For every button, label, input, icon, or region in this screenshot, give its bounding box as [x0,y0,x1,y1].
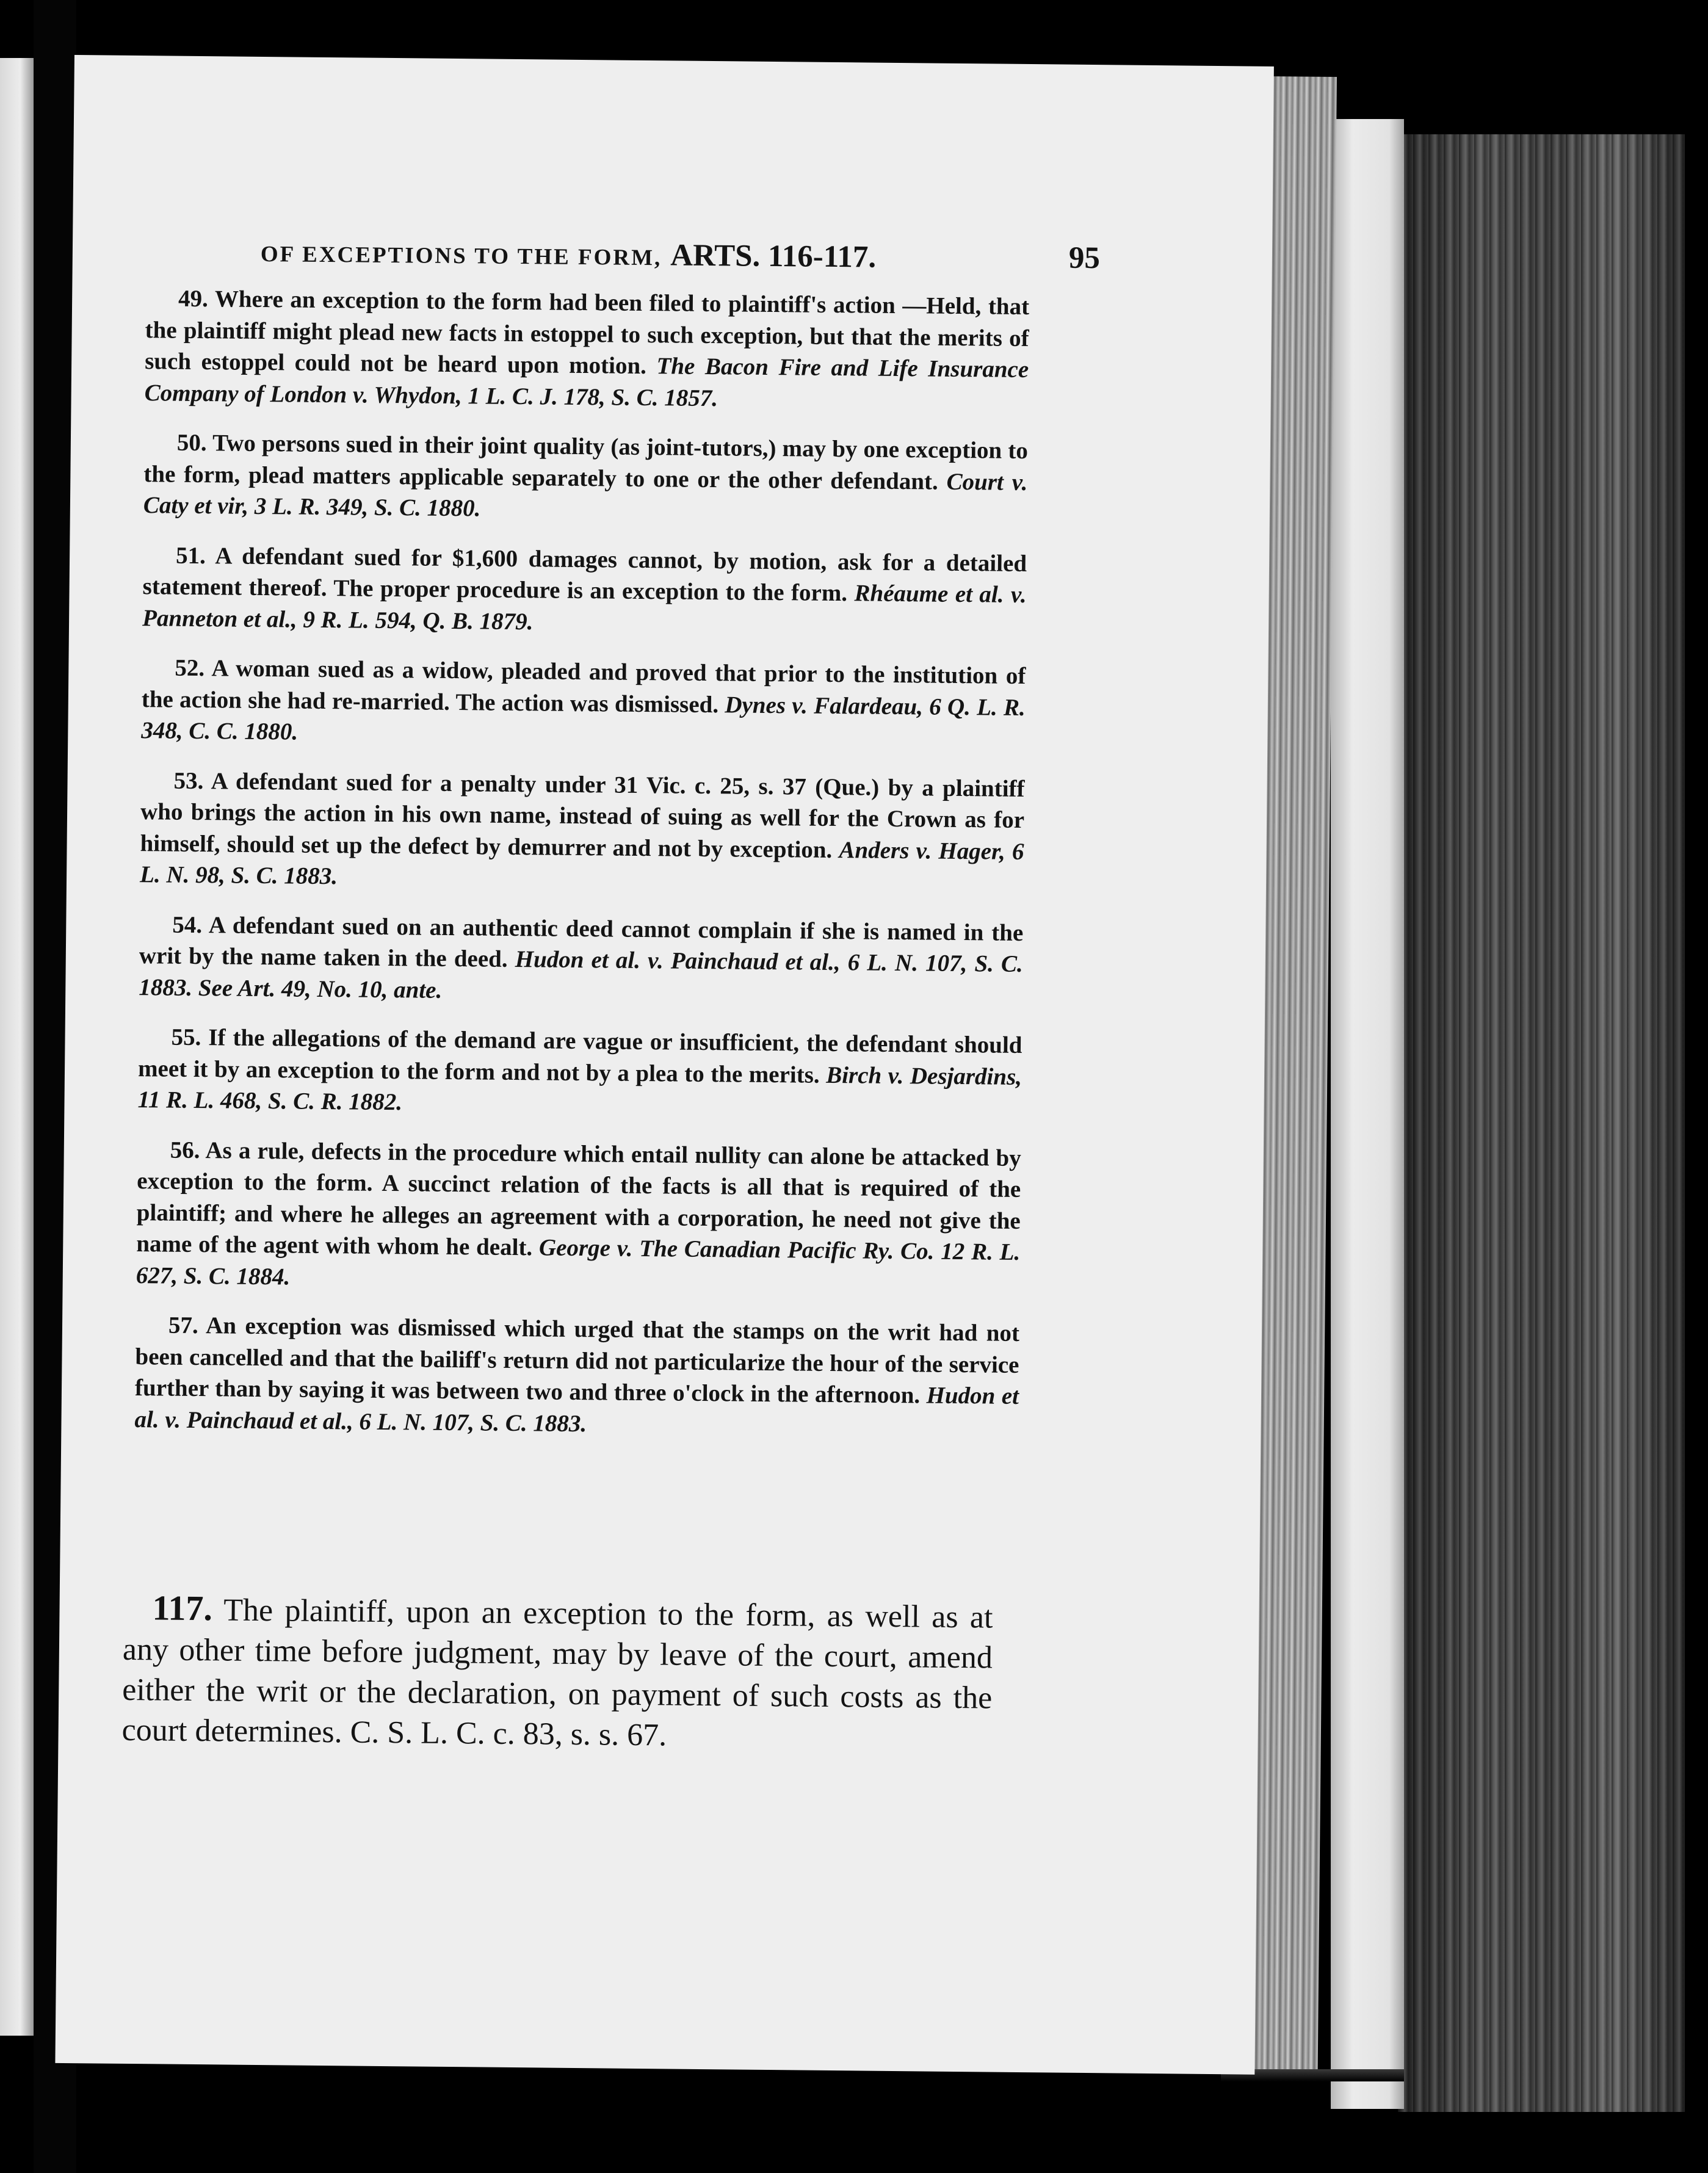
case-note [144,283,1029,417]
article-number: 117. [152,1588,213,1629]
case-note [137,1021,1022,1124]
article-117 [121,1588,993,1759]
note-text: 54. A defendant sued on an authentic deed cannot complain if she is named in the writ by the name taken in the deed. [139,911,1024,972]
note-citation: Dynes v. Falardeau, 6 Q. L. R. 348, C. C. 1880. [141,691,1026,745]
page-number: 95 [1068,240,1101,276]
note-citation: Rhéaume et al. v. Panneton et al., 9 R. L. 594, Q. B. 1879. [142,580,1027,635]
case-note [142,540,1027,642]
previous-page-edge [0,58,34,2036]
case-note [143,427,1028,529]
note-text: 52. A woman sued as a widow, pleaded and proved that prior to the institution of the action she had re-married. The action was dismissed. [141,654,1026,718]
case-note [134,1309,1019,1444]
note-text: 55. If the allegations of the demand are vague or insufficient, the defendant should meet it by an exception to the form and not by a plea to the merits. [137,1024,1022,1088]
book-cover-edge [1398,134,1685,2112]
note-citation: George v. The Canadian Pacific Ry. Co. 12 R. L. 627, S. C. 1884. [136,1234,1021,1290]
running-head-title: OF EXCEPTIONS TO THE FORM, [260,241,662,271]
book-page [55,55,1273,2075]
note-text: 53. A defendant sued for a penalty under 31 Vic. c. 25, s. 37 (Que.) by a plaintiff who brings the action in his own name, instead of suing as well for the Crown as for himself, should set up the defect by demurrer and not by exception. [140,767,1025,863]
note-text: 56. As a rule, defects in the procedure which entail nullity can alone be attacked by exception to the form. A succinct relation of the facts is all that is required of the plaintiff; and where he alleges an agreement with a corporation, he need not give the name of the agent with whom he dealt. [136,1137,1021,1261]
note-citation: The Bacon Fire and Life Insurance Company of London v. Whydon, 1 L. C. J. 178, S. C. 1857. [144,353,1029,411]
article-text: The plaintiff, upon an exception to the form, as well as at any other time before judgment, may by leave of the court, amend either the writ or the declaration, on payment of such costs as the court determines. C. S. L. C. c. 83, s. s. 67. [121,1593,993,1753]
case-notes [134,283,1029,1462]
note-text: 50. Two persons sued in their joint quality (as joint-tutors,) may by one exception to the form, plead matters applicable separately to one or the other defendant. [143,429,1029,495]
note-citation: Court v. Caty et vir, 3 L. R. 349, S. C. 1880. [143,468,1028,522]
running-head [261,234,1101,278]
case-note [141,652,1026,754]
running-head-articles: ARTS. 116-117. [670,238,877,275]
note-text: 51. A defendant sued for $1,600 damages cannot, by motion, ask for a detailed statement thereof. The proper procedure is an exception to the form. [142,542,1027,607]
note-citation: Hudon et al. v. Painchaud et al., 6 L. N. 107, S. C. 1883. [134,1382,1019,1437]
case-note [140,765,1025,899]
note-citation: Hudon et al. v. Painchaud et al., 6 L. N. 107, S. C. 1883. See Art. 49, No. 10, ante. [139,945,1023,1003]
note-citation: Anders v. Hager, 6 L. N. 98, S. C. 1883. [139,836,1024,890]
note-citation: Birch v. Desjardins, 11 R. L. 468, S. C. R. 1882. [137,1061,1022,1116]
endpaper-sheet [1331,119,1404,2109]
note-text: 49. Where an exception to the form had been filed to plaintiff's action —Held, that the plaintiff might plead new facts in estoppel to such exception, but that the merits of such estoppel could not be heard upon motion. [144,285,1030,380]
note-text: 57. An exception was dismissed which urged that the stamps on the writ had not been cancelled and that the bailiff's return did not particularize the hour of the service further than by saying it was between two and three o'clock in the afternoon. [134,1312,1020,1409]
case-note [139,909,1023,1011]
page-text [55,55,1273,2075]
case-note [136,1134,1021,1300]
